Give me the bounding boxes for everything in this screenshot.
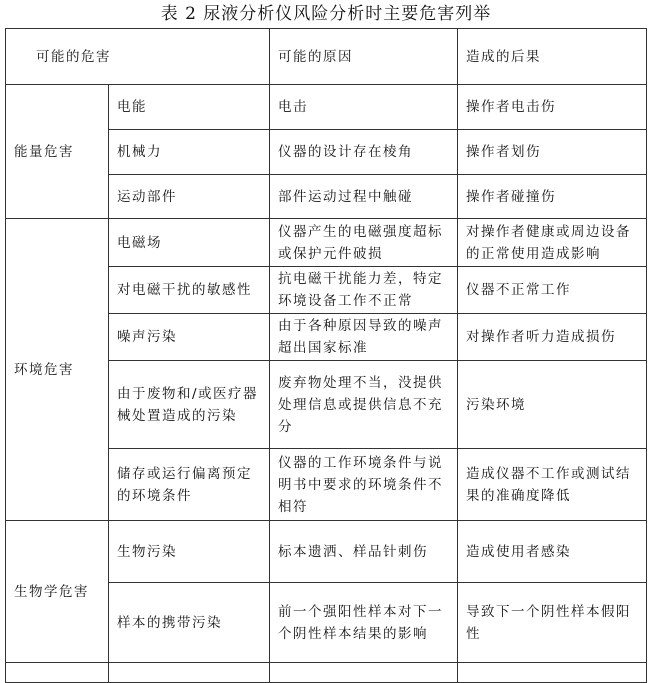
header-cause: 可能的原因: [270, 29, 458, 85]
consequence-cell: 操作者电击伤: [458, 85, 647, 130]
hazard-cell: 电能: [109, 85, 270, 130]
consequence-cell: 造成使用者感染: [458, 521, 647, 583]
table-row: [6, 85, 647, 130]
hazard-table: [5, 28, 647, 683]
consequence-cell: 操作者划伤: [458, 130, 647, 175]
hazard-cell: 由于废物和/或医疗器械处置造成的污染: [109, 361, 270, 449]
cause-cell: 废弃物处理不当，没提供处理信息或提供信息不充分: [270, 361, 458, 449]
consequence-cell: 污染环境: [458, 361, 647, 449]
consequence-cell: 导致下一个阴性样本假阳性: [458, 583, 647, 663]
cause-cell: 前一个强阳性样本对下一个阴性样本结果的影响: [270, 583, 458, 663]
empty-cell: [6, 663, 109, 683]
table-row: [6, 663, 647, 683]
table-row: [6, 521, 647, 583]
cause-cell: 仪器产生的电磁强度超标或保护元件破损: [270, 219, 458, 267]
cause-cell: 仪器的工作环境条件与说明书中要求的环境条件不相符: [270, 449, 458, 521]
cause-cell: 抗电磁干扰能力差，特定环境设备工作不正常: [270, 267, 458, 314]
cause-cell: 电击: [270, 85, 458, 130]
hazard-cell: 电磁场: [109, 219, 270, 267]
cause-cell: 仪器的设计存在棱角: [270, 130, 458, 175]
header-hazard: 可能的危害: [6, 29, 270, 85]
cause-cell: 部件运动过程中触碰: [270, 175, 458, 219]
table-title: 表 2 尿液分析仪风险分析时主要危害列举: [160, 4, 492, 24]
hazard-cell: 运动部件: [109, 175, 270, 219]
hazard-cell: 噪声污染: [109, 314, 270, 361]
hazard-cell: 对电磁干扰的敏感性: [109, 267, 270, 314]
category-cell: 生物学危害: [6, 521, 109, 663]
hazard-cell: 储存或运行偏离预定的环境条件: [109, 449, 270, 521]
consequence-cell: 对操作者听力造成损伤: [458, 314, 647, 361]
table-header-row: [6, 29, 647, 85]
header-consequence: 造成的后果: [458, 29, 647, 85]
cause-cell: 由于各种原因导致的噪声超出国家标准: [270, 314, 458, 361]
table-row: [6, 219, 647, 267]
empty-cell: [270, 663, 458, 683]
consequence-cell: 操作者碰撞伤: [458, 175, 647, 219]
consequence-cell: 造成仪器不工作或测试结果的准确度降低: [458, 449, 647, 521]
empty-cell: [458, 663, 647, 683]
hazard-cell: 生物污染: [109, 521, 270, 583]
hazard-cell: 样本的携带污染: [109, 583, 270, 663]
consequence-cell: 仪器不正常工作: [458, 267, 647, 314]
consequence-cell: 对操作者健康或周边设备的正常使用造成影响: [458, 219, 647, 267]
empty-cell: [109, 663, 270, 683]
category-cell: 能量危害: [6, 85, 109, 219]
category-cell: 环境危害: [6, 219, 109, 521]
cause-cell: 标本遗洒、样品针刺伤: [270, 521, 458, 583]
hazard-cell: 机械力: [109, 130, 270, 175]
